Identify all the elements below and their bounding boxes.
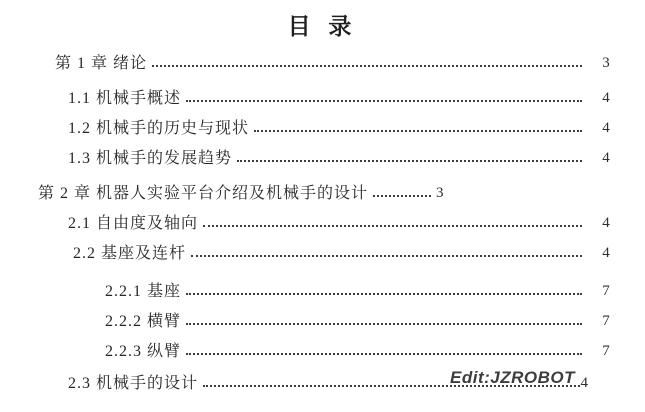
toc-entry-label: 第 1 章 绪论 (55, 55, 148, 72)
toc-entry-2-2-3 (105, 343, 625, 360)
toc-entry-1-2 (68, 120, 625, 137)
toc-entry-label: 2.3 机械手的设计 (68, 375, 199, 392)
toc-page-number: 4 (602, 245, 610, 261)
toc-entry-2-2 (73, 245, 625, 262)
dot-leader (203, 223, 582, 227)
toc-entry-label: 1.2 机械手的历史与现状 (68, 120, 250, 137)
toc-entry-label: 第 2 章 机器人实验平台介绍及机械手的设计 (38, 185, 369, 202)
toc-page-number: 7 (602, 343, 610, 359)
toc-page-number: 4 (602, 215, 610, 231)
toc-page-number: 4 (602, 90, 610, 106)
document-page (0, 12, 645, 412)
toc-page-number: 7 (602, 283, 610, 299)
dot-leader (373, 193, 431, 197)
toc-page-number: 7 (602, 313, 610, 329)
table-of-contents (0, 55, 645, 392)
toc-entry-1-3 (68, 150, 625, 167)
toc-entry-label: 2.2.1 基座 (105, 283, 182, 300)
dot-leader (254, 128, 582, 132)
dot-leader (186, 98, 582, 102)
toc-entry-label: 1.3 机械手的发展趋势 (68, 150, 233, 167)
toc-page-number: 4 (602, 120, 610, 136)
dot-leader (152, 63, 582, 67)
toc-page-number: 3 (436, 185, 444, 201)
toc-entry-2-1 (68, 215, 625, 232)
edit-watermark: Edit:JZROBOT (450, 368, 575, 387)
dot-leader (237, 158, 582, 162)
toc-entry-chapter-2 (38, 185, 625, 202)
toc-entry-label: 2.2.3 纵臂 (105, 343, 182, 360)
toc-page-number: 4 (580, 375, 588, 391)
toc-entry-label: 2.1 自由度及轴向 (68, 215, 199, 232)
dot-leader (191, 253, 582, 257)
toc-entry-chapter-1 (55, 55, 625, 72)
dot-leader (186, 291, 582, 295)
toc-page-number: 4 (602, 150, 610, 166)
toc-entry-1-1 (68, 90, 625, 107)
toc-entry-label: 2.2.2 横臂 (105, 313, 182, 330)
dot-leader (186, 321, 582, 325)
toc-entry-2-2-1 (105, 283, 625, 300)
toc-entry-label: 1.1 机械手概述 (68, 90, 182, 107)
page-title: 目 录 (287, 14, 358, 39)
toc-entry-label: 2.2 基座及连杆 (73, 245, 187, 262)
dot-leader (186, 351, 582, 355)
toc-entry-2-2-2 (105, 313, 625, 330)
toc-page-number: 3 (602, 55, 610, 71)
